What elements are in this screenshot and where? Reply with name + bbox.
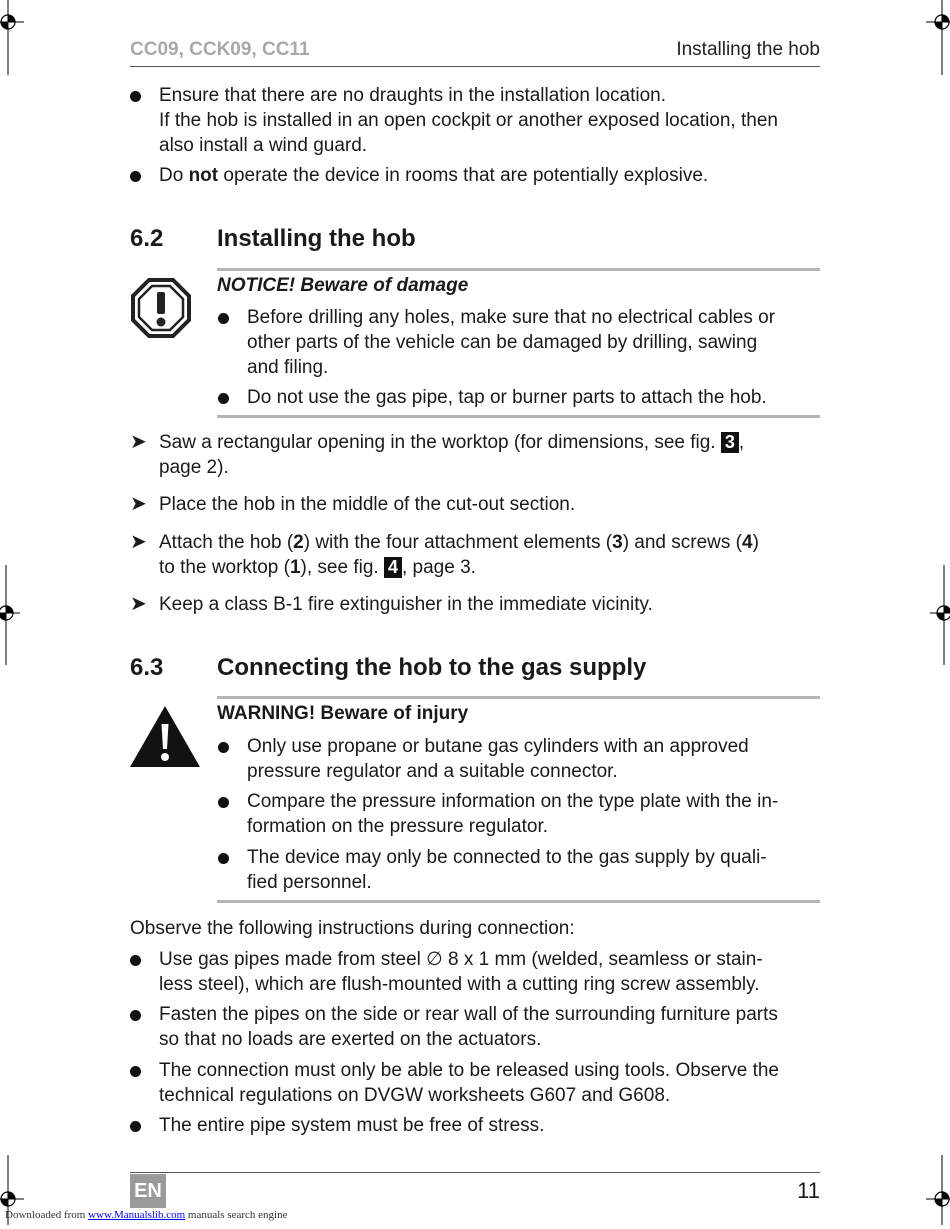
page-number: 11 [797,1178,820,1203]
header-model-list: CC09, CCK09, CC11 [130,39,310,60]
footer-divider [130,1172,820,1173]
warning-bottom-rule [217,900,820,903]
section-number: 6.2 [130,225,164,252]
notice-top-rule [217,268,820,271]
registration-mark-icon [0,0,30,80]
arrow-icon: ➤ [130,593,147,615]
header-divider [130,66,820,67]
registration-mark-icon [920,1155,950,1225]
registration-mark-icon [920,0,950,80]
arrow-icon: ➤ [130,531,147,553]
registration-mark-icon [0,565,30,665]
arrow-icon: ➤ [130,431,147,453]
section-heading: Connecting the hob to the gas supply [217,654,647,681]
warning-triangle-icon [129,704,201,768]
notice-title: NOTICE! Beware of damage [217,275,469,296]
manualslib-link[interactable]: www.Manualslib.com [88,1209,186,1221]
figure-reference: 3 [721,432,739,453]
section-number: 6.3 [130,654,164,681]
warning-title: WARNING! Beware of injury [217,703,469,724]
header-section-title: Installing the hob [676,39,820,60]
notice-bottom-rule [217,415,820,418]
figure-reference: 4 [384,557,402,578]
section-heading: Installing the hob [217,225,416,252]
observe-intro: Observe the following instructions during connection: [130,918,575,939]
notice-octagon-icon [130,277,192,339]
download-notice: Downloaded from www.Manualslib.com manuals search engine [5,1209,288,1221]
warning-top-rule [217,696,820,699]
language-badge: EN [130,1174,166,1208]
registration-mark-icon [920,565,950,665]
arrow-icon: ➤ [130,493,147,515]
